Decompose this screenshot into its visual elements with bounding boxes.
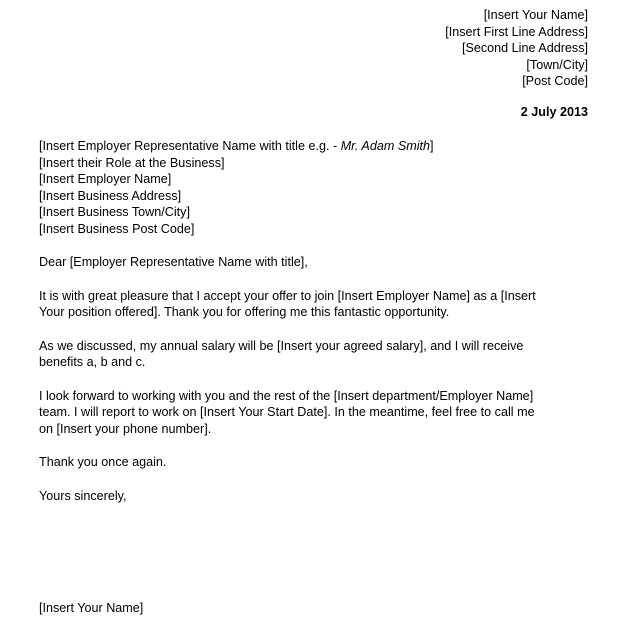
recipient-business-town: [Insert Business Town/City]: [39, 205, 190, 219]
sender-address-block: [445, 7, 588, 90]
paragraph-line: on [Insert your phone number].: [39, 421, 212, 436]
recipient-name-prefix: [Insert Employer Representative Name with title e.g. -: [39, 139, 341, 153]
recipient-name-example: Mr. Adam Smith: [340, 139, 431, 153]
paragraph-line: team. I will report to work on [Insert Your Start Date]. In the meantime, feel free to call me: [39, 405, 535, 419]
paragraph-line: Your position offered]. Thank you for offering me this fantastic opportunity.: [39, 305, 450, 319]
sender-address-line-1: [Insert First Line Address]: [445, 24, 588, 39]
recipient-role: [Insert their Role at the Business]: [39, 155, 225, 170]
closing-line: Yours sincerely,: [39, 488, 127, 503]
sender-post-code: [Post Code]: [522, 74, 588, 88]
recipient-business-post-code: [Insert Business Post Code]: [39, 221, 195, 236]
recipient-employer-name: [Insert Employer Name]: [39, 172, 172, 186]
paragraph-line: I look forward to working with you and the rest of the [Insert department/Employer Name]: [39, 388, 534, 403]
salutation: Dear [Employer Representative Name with title],: [39, 255, 308, 269]
letter-date: 2 July 2013: [520, 105, 588, 119]
recipient-address-block: [39, 138, 434, 237]
sender-address-line-2: [Second Line Address]: [461, 41, 588, 55]
sender-town: [Town/City]: [526, 57, 588, 72]
paragraph-salary: [39, 338, 599, 371]
paragraph-line: benefits a, b and c.: [39, 355, 146, 369]
paragraph-line: It is with great pleasure that I accept your offer to join [Insert Employer Name] as a [Insert: [39, 288, 536, 303]
paragraph-line: As we discussed, my annual salary will be [Insert your agreed salary], and I will receive: [39, 338, 524, 353]
letter-body: [39, 254, 599, 521]
paragraph-acceptance: [39, 288, 599, 321]
sender-name: [Insert Your Name]: [483, 8, 588, 22]
paragraph-start-date: [39, 388, 599, 438]
thanks-line: Thank you once again.: [39, 455, 167, 469]
recipient-name: [39, 138, 434, 155]
recipient-name-suffix: ]: [430, 139, 434, 153]
signature-name: [Insert Your Name]: [39, 601, 144, 615]
recipient-business-address: [Insert Business Address]: [39, 188, 182, 203]
